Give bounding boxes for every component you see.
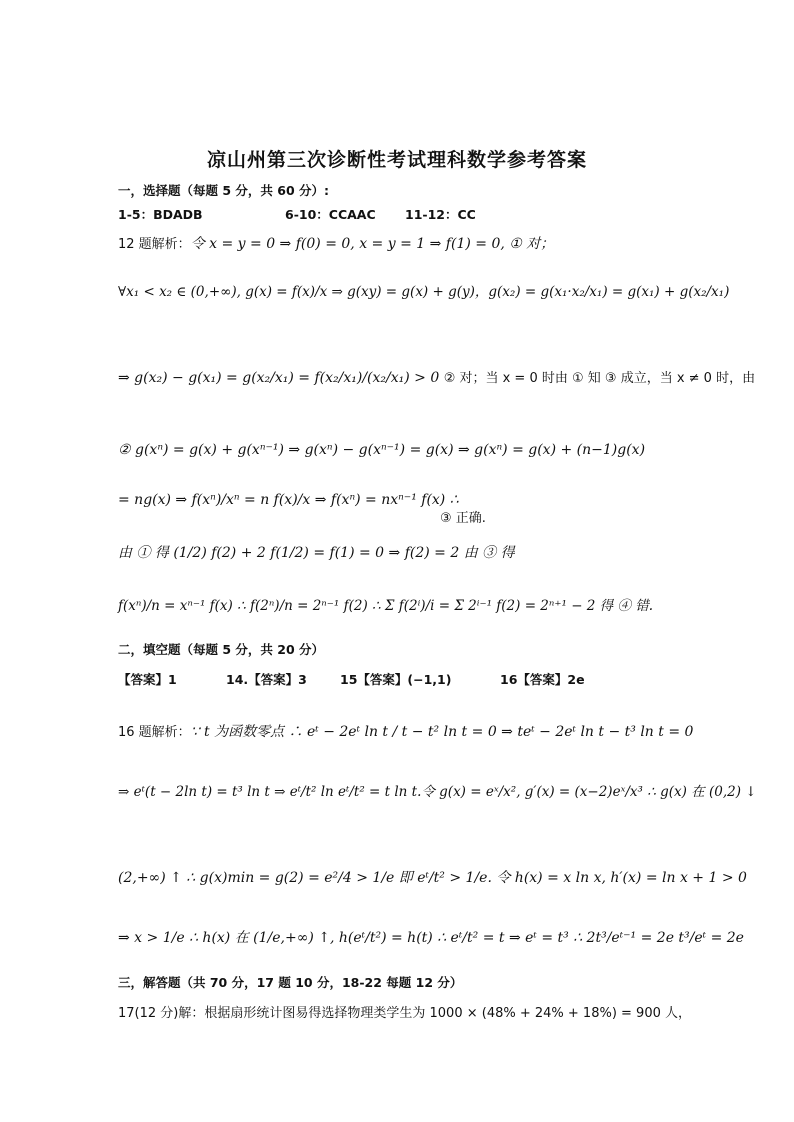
q16-line3-math: (2,+∞) ↑ ∴ g(x)min = g(2) = e²/4 > 1/e 即 eᵗ/t² > 1/e. 令 h(x) = x ln x, h′(x) = ln x + 1 > 0	[118, 870, 747, 886]
answer-13: 【答案】1	[118, 672, 177, 687]
q12-line1-math: 令 x = y = 0 ⇒ f(0) = 0, x = y = 1 ⇒ f(1) = 0, ① 对；	[190, 236, 555, 252]
answer-15: 15【答案】(−1,1)	[340, 672, 452, 687]
q17-line1	[118, 1003, 691, 1024]
q16-label: 16 题解析：	[118, 725, 191, 740]
q12-line2	[118, 282, 729, 302]
q12-line3	[118, 368, 755, 389]
q12-line3-math: ⇒ g(x₂) − g(x₁) = g(x₂/x₁) = f(x₂/x₁)/(x₂/x₁) > 0	[118, 370, 440, 386]
q16-line4-math: ⇒ x > 1/e ∴ h(x) 在 (1/e,+∞) ↑, h(eᵗ/t²) = h(t) ∴ eᵗ/t² = t ⇒ eᵗ = t³ ∴ 2t³/eᵗ⁻¹ = 2e t³/eᵗ = 2e	[118, 930, 744, 946]
q12-line6	[118, 543, 515, 563]
answer-1-5: 1-5：BDADB	[118, 207, 203, 222]
q12-line5	[118, 490, 459, 510]
q16-line1	[118, 722, 693, 743]
answer-6-10: 6-10：CCAAC	[285, 207, 376, 222]
q12-line2-math: ∀x₁ < x₂ ∈ (0,+∞), g(x) = f(x)/x ⇒ g(xy) = g(x) + g(y)，g(x₂) = g(x₁·x₂/x₁) = g(x₁) + g(x₂/x₁)	[118, 284, 730, 300]
q16-line3	[118, 868, 747, 888]
q17-text: 根据扇形统计图易得选择物理类学生为 1000 × (48% + 24% + 18%) = 900 人，	[204, 1006, 691, 1021]
q16-line2-math: ⇒ eᵗ(t − 2ln t) = t³ ln t ⇒ eᵗ/t² ln eᵗ/t² = t ln t.令 g(x) = eˣ/x², g′(x) = (x−2)eˣ/x³ ∴ g(x) 在 (0,2) ↓	[118, 784, 757, 800]
answer-11-12: 11-12：CC	[405, 207, 476, 222]
q12-label: 12 题解析：	[118, 237, 191, 252]
q16-line1-math: ∵ t 为函数零点 ∴ eᵗ − 2eᵗ ln t / t − t² ln t = 0 ⇒ teᵗ − 2eᵗ ln t − t³ ln t = 0	[190, 724, 694, 740]
q12-line4-math: ② g(xⁿ) = g(x) + g(xⁿ⁻¹) ⇒ g(xⁿ) − g(xⁿ⁻¹) = g(x) ⇒ g(xⁿ) = g(x) + (n−1)g(x)	[118, 442, 646, 458]
answer-16: 16【答案】2e	[500, 672, 585, 687]
section2-heading: 二，填空题（每题 5 分，共 20 分）	[118, 642, 325, 657]
q12-line3-text: ② 对；当 x = 0 时由 ① 知 ③ 成立，当 x ≠ 0 时，由	[443, 371, 756, 386]
q12-line6-math: 由 ① 得 (1/2) f(2) + 2 f(1/2) = f(1) = 0 ⇒ f(2) = 2 由 ③ 得	[118, 545, 515, 561]
answer-14: 14.【答案】3	[226, 672, 307, 687]
q12-line5-math: = ng(x) ⇒ f(xⁿ)/xⁿ = n f(x)/x ⇒ f(xⁿ) = nxⁿ⁻¹ f(x) ∴	[118, 492, 459, 508]
q16-line4	[118, 928, 744, 948]
page-title: 凉山州第三次诊断性考试理科数学参考答案	[206, 149, 587, 171]
section3-heading: 三，解答题（共 70 分，17 题 10 分，18-22 每题 12 分）	[118, 975, 463, 990]
q12-line7	[118, 596, 653, 616]
q16-line2	[118, 782, 757, 802]
q12-line1	[118, 234, 554, 255]
section1-heading: 一，选择题（每题 5 分，共 60 分）:	[118, 183, 329, 198]
q12-line5-tail: ③ 正确.	[440, 511, 486, 526]
q12-line7-math: f(xⁿ)/n = xⁿ⁻¹ f(x) ∴ f(2ⁿ)/n = 2ⁿ⁻¹ f(2) ∴ Σ f(2ⁱ)/i = Σ 2ⁱ⁻¹ f(2) = 2ⁿ⁺¹ − 2 得 ④ 错.	[118, 598, 654, 614]
q12-line4	[118, 440, 645, 460]
q17-label: 17(12 分)解：	[118, 1006, 205, 1021]
